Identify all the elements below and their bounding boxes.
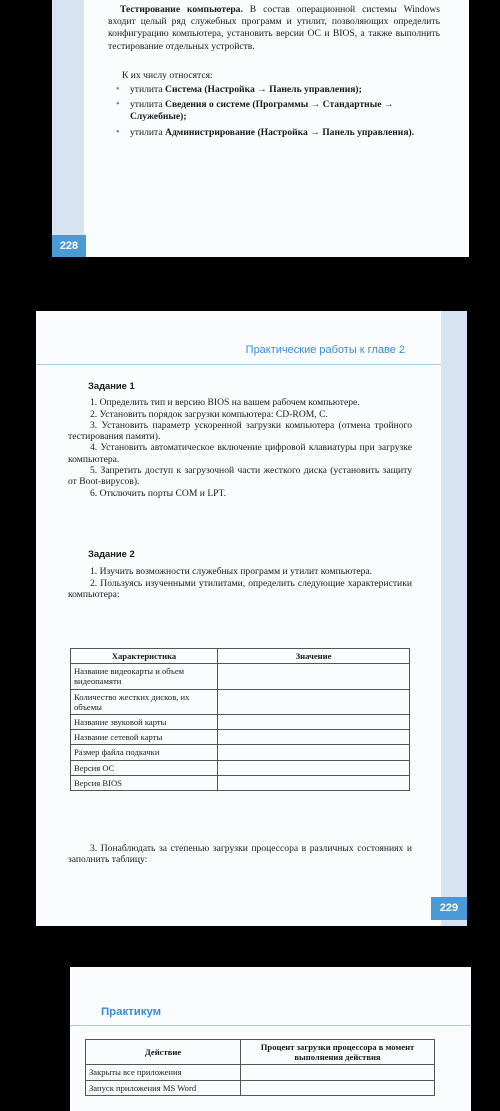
table-header: Действие [86,1040,241,1065]
item-bold: Сведения о системе (Программы → Стандартные → Служебные); [130,99,394,123]
header-divider [36,364,441,365]
item-bold: Администрирование (Настройка → Панель управления). [165,126,415,138]
page-practicum [70,967,471,1111]
margin-strip [441,311,467,926]
item-prefix: утилита [130,99,166,111]
table-row [71,775,410,790]
value-cell[interactable] [218,760,410,775]
task1-item: 5. Запретить доступ к загрузочной части жесткого диска (установить защиту от Boot-вирусов). [68,465,412,488]
value-cell[interactable] [218,664,410,689]
task2-item: 3. Понаблюдать за степенью загрузки процессора в различных состояниях и заполнить таблицу: [68,843,412,866]
page-228-text [108,4,440,142]
list-item [116,99,440,123]
value-cell[interactable] [218,730,410,745]
page-229 [36,311,467,926]
page-number: 228 [52,235,86,257]
bullet-icon: • [116,99,120,111]
table-row [71,715,410,730]
page-number: 229 [431,897,467,920]
list-intro: К их числу относятся: [122,69,213,81]
chapter-header: Практические работы к главе 2 [245,344,405,356]
table-cell: Версия BIOS [71,775,218,790]
table-cell: Название видеокарты и объем видеопамяти [71,664,218,689]
table-row [71,730,410,745]
item-bold: Система (Настройка → Панель управления); [165,84,362,96]
bullet-icon: • [116,126,120,138]
table-row [71,664,410,689]
list-item [116,126,440,139]
value-cell[interactable] [241,1080,435,1095]
table-header: Характеристика [71,649,218,664]
task1-item: 6. Отключить порты COM и LPT. [90,487,227,499]
intro-paragraph [108,4,440,53]
value-cell[interactable] [218,715,410,730]
paragraph-text: В состав операционной системы Windows входит целый ряд служебных программ и утилит, позволяющих определить конфигурацию компьютера, установить версии ОС и BIOS, а также выполнить тестирование отдельных устройств. [108,4,440,52]
bullet-icon: • [116,84,120,96]
margin-strip [52,0,84,257]
table-row [71,689,410,714]
table-row [71,745,410,760]
table-header: Процент загрузки процессора в момент выполнения действия [241,1040,435,1065]
page-228 [52,0,469,257]
table-row [71,760,410,775]
task2-item: 2. Пользуясь изученными утилитами, определить следующие характеристики компьютера: [68,577,412,600]
section-header: Практикум [101,1006,162,1018]
table-cell: Размер файла подкачки [71,745,218,760]
task1-item: 4. Установить автоматическое включение цифровой клавиатуры при загрузке компьютера. [68,442,412,465]
list-item [116,84,440,96]
header-divider [70,1025,471,1026]
table-cell: Количество жестких дисков, их объемы [71,689,218,714]
item-prefix: утилита [130,126,166,138]
table-cell: Версия ОС [71,760,218,775]
value-cell[interactable] [218,689,410,714]
table-cell: Название сетевой карты [71,730,218,745]
value-cell[interactable] [218,775,410,790]
page-229-text [68,380,412,600]
table-row [86,1065,435,1080]
table-cell: Запуск приложения MS Word [86,1080,241,1095]
task2-item: 1. Изучить возможности служебных программ и утилит компьютера. [90,566,373,578]
utility-list [108,84,440,139]
task1-title: Задание 1 [88,380,135,391]
value-cell[interactable] [218,745,410,760]
value-cell[interactable] [241,1065,435,1080]
task2-continued [68,843,412,866]
paragraph-title: Тестирование компьютера. [120,4,243,15]
table-cell: Закрыты все приложения [86,1065,241,1080]
item-prefix: утилита [130,84,166,96]
table-cell: Название звуковой карты [71,715,218,730]
task1-item: 3. Установить параметр ускоренной загрузки компьютера (отмена тройного тестирования памяти). [68,419,412,443]
task2-title: Задание 2 [88,547,135,559]
table-row [86,1080,435,1095]
table-header: Значение [218,649,410,664]
task1-item: 1. Определить тип и версию BIOS на вашем рабочем компьютере. [90,397,360,409]
characteristics-table [70,648,410,791]
task1-item: 2. Установить порядок загрузки компьютера: CD-ROM, C. [90,408,328,420]
cpu-load-table [85,1039,435,1096]
